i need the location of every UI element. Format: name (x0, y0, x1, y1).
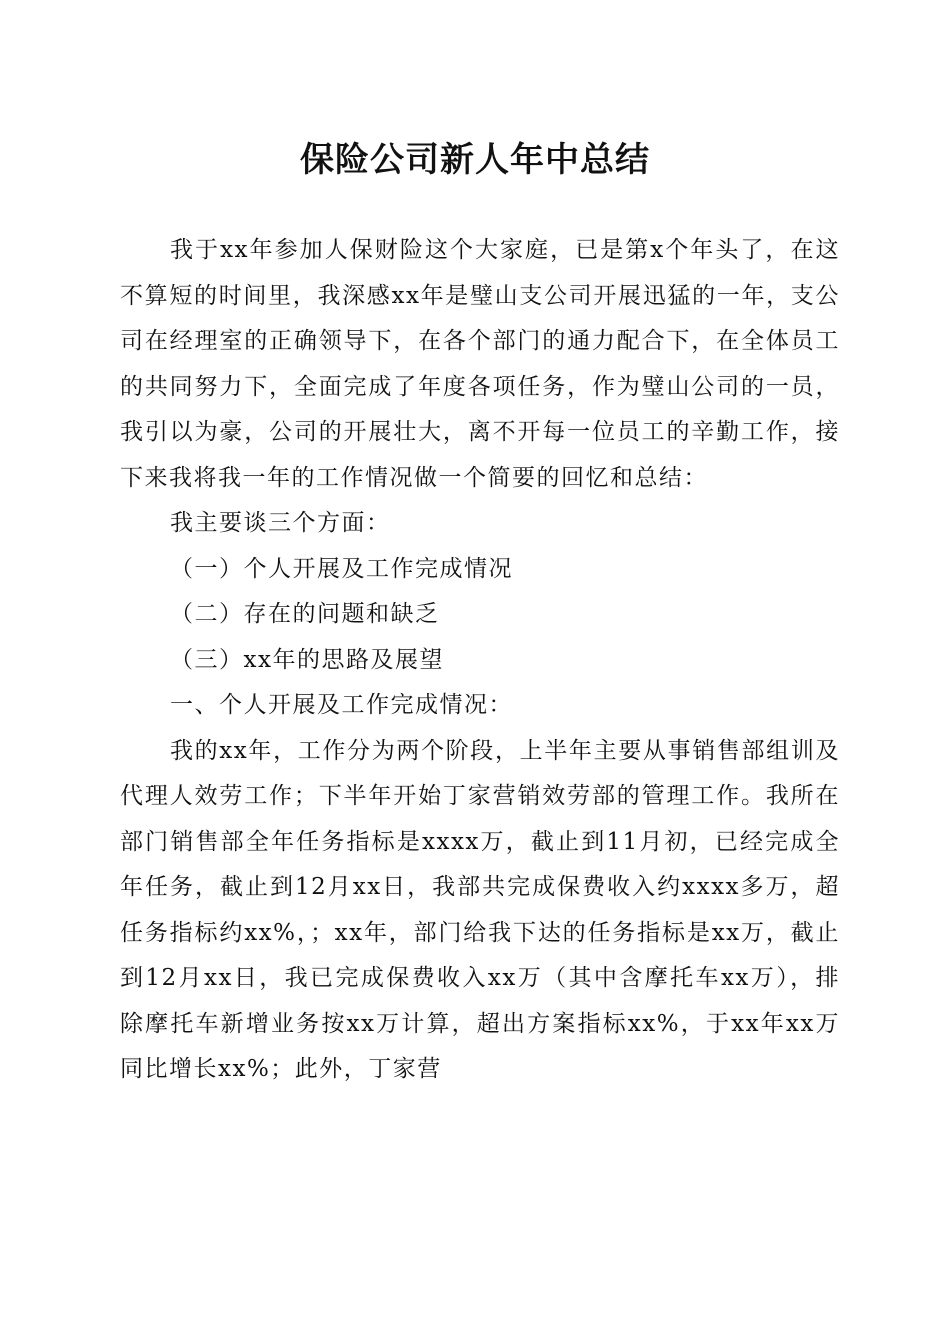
section-paragraph: 我的xx年，工作分为两个阶段，上半年主要从事销售部组训及代理人效劳工作；下半年开始丁家营销效劳部的管理工作。我所在部门销售部全年任务指标是xxxx万，截止到11月初，已经完成全年任务，截止到12月xx日，我部共完成保费收入约xxxx多万，超任务指标约xx%，；xx年，部门给我下达的任务指标是xx万，截止到12月xx日，我已完成保费收入xx万（其中含摩托车xx万），排除摩托车新增业务按xx万计算，超出方案指标xx%，于xx年xx万同比增长xx%；此外，丁家营 (120, 737, 840, 1082)
aspects-intro: 我主要谈三个方面： (170, 510, 391, 536)
outline-item-3: （三）xx年的思路及展望 (170, 646, 444, 673)
document-body (120, 228, 840, 1093)
document-title: 保险公司新人年中总结 (300, 140, 650, 180)
outline-item-1: （一）个人开展及工作完成情况 (170, 555, 513, 582)
intro-paragraph: 我于xx年参加人保财险这个大家庭，已是第x个年头了，在这不算短的时间里，我深感xx年是璧山支公司开展迅猛的一年，支公司在经理室的正确领导下，在各个部门的通力配合下，在全体员工的共同努力下，全面完成了年度各项任务，作为璧山公司的一员，我引以为豪，公司的开展壮大，离不开每一位员工的辛勤工作，接下来我将我一年的工作情况做一个简要的回忆和总结： (120, 237, 840, 491)
section-heading: 一、个人开展及工作完成情况： (170, 692, 513, 718)
outline-item-2: （二）存在的问题和缺乏 (170, 601, 440, 627)
